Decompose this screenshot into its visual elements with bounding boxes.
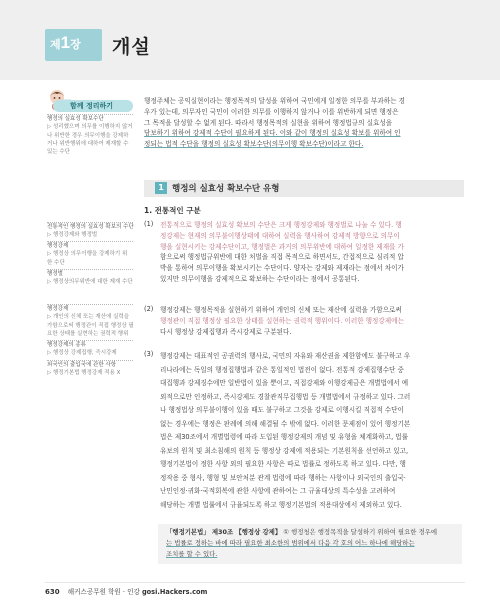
sidebar-note	[47, 305, 135, 338]
sidebar-header: 함께 정리하기	[53, 100, 133, 112]
intro-paragraph	[144, 96, 462, 150]
sidebar-note-line: 요한 상태를 실현하는 권력적 행위	[47, 330, 129, 337]
text-line: 법은 제30조에서 개별법령에 따라 도입된 행정강제의 개념 및 유형을 체계화하고, 법률	[160, 433, 409, 441]
item-marker: (3)	[144, 350, 154, 358]
text-line: 다시 행정상 강제집행과 즉시강제로 구분된다.	[160, 327, 292, 336]
text-line: 행을 실현시키는 강제수단이고, 행정벌은 과거의 의무위반에 대하여 일정한 제재를 가	[160, 242, 404, 251]
sidebar-note-line: 한 수단	[47, 259, 65, 266]
item-paragraph	[160, 220, 462, 285]
page-footer	[45, 586, 207, 596]
text-line: 함으로써 행정법규위반에 대한 처벌을 직접 목적으로 하면서도, 간접적으로 심리적 압	[160, 253, 404, 262]
item-paragraph	[160, 305, 462, 337]
text-line: 정되는 법적 수단을 행정의 실효성 확보수단(의무이행 확보수단)이라고 한다.	[144, 140, 364, 149]
text-line: 담보하기 위하여 강제적 수단이 필요하게 된다. 이와 같이 행정의 실효성 확보를 위하여 인	[144, 129, 401, 138]
text-line: 전통적으로 행정의 실효성 확보의 수단은 크게 행정강제와 행정벌로 나눌 수 있다. 행	[160, 221, 402, 229]
sidebar-note-line: 가함으로써 행정관이 직접 행정상 필	[47, 322, 134, 329]
sidebar-note	[47, 361, 135, 378]
text-line: 대집행과 강제징수에만 일반법이 있을 뿐이고, 직접강제와 이행강제금은 개별법에서 예	[160, 379, 409, 387]
sidebar-note-line: ▷ 행정강제와 행정벌	[47, 232, 98, 239]
sidebar-note-title: 행정강제	[47, 306, 69, 312]
text-line: 행정강제는 행정목적을 실현하기 위하여 개인의 신체 또는 재산에 실력을 가함으로써	[160, 306, 402, 314]
law-note-label: 「행정기본법」 제30조 【행정상 강제】	[166, 528, 282, 536]
sidebar-note-title: 행정벌	[47, 271, 63, 277]
item-marker: (2)	[144, 305, 154, 313]
text-line: 그 목적을 달성할 수 없게 된다. 따라서 행정목적의 실현을 위하여 행정법규의 실효성을	[144, 118, 393, 127]
sidebar-note-title: 전통적인 행정의 실효성 확보의 수단	[47, 224, 134, 230]
sidebar-note-line: ▷ 행정상 의무이행을 강제하기 위	[47, 251, 128, 258]
sidebar-note	[47, 242, 135, 267]
sidebar-note-line: 나 위반한 경우 의무이행을 강제하	[47, 132, 129, 139]
law-note-text	[166, 527, 458, 560]
sidebar-note-line: ▷ 성리했으며 의무를 이행하지 않거	[47, 124, 133, 131]
text-line: 우가 있는데, 의무자인 국민이 이러한 의무를 이행하지 않거나 이를 위반하게 되면 행정은	[144, 107, 399, 116]
text-line: 정작용 중 형사, 행형 및 보안처분 관계 법령에 따라 행하는 사항이나 외국인의 출입국·	[160, 473, 406, 482]
sidebar-note-line: ▷ 개인의 신체 또는 재산에 실력을	[47, 314, 130, 321]
text-line: 박을 통하여 의무이행을 확보시키는 수단이다. 양자는 강제와 제재라는 점에서 차이가	[160, 264, 404, 273]
sidebar-note	[47, 115, 135, 156]
item-paragraph	[160, 350, 462, 512]
text-line: 행정주체는 공익실현이라는 행정목적의 달성을 위하여 국민에게 일정한 의무를 부과하는 경	[144, 97, 405, 105]
page-number: 630	[45, 588, 60, 596]
chapter-title: 개설	[112, 36, 151, 58]
sidebar-note	[47, 270, 135, 287]
item-marker: (1)	[144, 220, 154, 228]
sidebar-note-title: 행정강제	[47, 243, 69, 249]
sidebar-note-line: 거나 위반행위에 대하여 제재할 수	[47, 140, 129, 147]
sidebar-note-line: ▷ 행정상의무위반에 대한 제재 수단	[47, 279, 133, 286]
text-line: 있지만 의무이행을 강제적으로 확보하는 수단이라는 점에서 공통된다.	[160, 274, 360, 283]
chapter-number: 제1장	[50, 33, 81, 52]
text-line: 해당하는 개별 법률에서 규율되도록 하고 행정기본법의 적용대상에서 제외하고 있다.	[160, 500, 402, 509]
text-line: 난민인정·귀화·국적회복에 관한 사항에 관하여는 그 규율대상의 특수성을 고려하여	[160, 487, 396, 495]
sidebar-note-line: 있는 수단	[47, 149, 71, 156]
sidebar-note-line: ▷ 행정기본법 행정강제 적용 X	[47, 370, 121, 377]
text-line: 행정관이 직접 행정상 필요한 상태를 실현하는 권력적 행위이다. 이러한 행정강제에는	[160, 316, 404, 325]
text-line: 외적으로만 인정하고, 즉시강제도 경찰관직무집행법 등 개별법에서 규정하고 있다. 그러	[160, 392, 411, 401]
sidebar-note-line: ▷ 행정상 강제집행, 즉시강제	[47, 350, 117, 357]
text-line: 정강제는 현재의 의무불이행상태에 대하여 실력을 행사하여 강제적 방향으로 의무이	[160, 231, 400, 240]
text-line: 나 행정법상 의무불이행이 있을 때도 불구하고 그것을 강제로 이행시킬 직접적 수단이	[160, 406, 404, 414]
text-line: 리나라에는 독일의 행정집행법과 같은 통일적인 법전이 없다. 전통적 강제집행수단 중	[160, 365, 404, 374]
text-line: 없는 경우에는 행정은 판례에 의해 해결될 수 밖에 없다. 이러한 문제점이 있어 행정기본	[160, 419, 411, 428]
sidebar-note	[47, 223, 135, 240]
sidebar-note-title: 행정강제의 종류	[47, 342, 86, 348]
sidebar-note-title: 행정의 실효성 확보수단	[47, 116, 104, 122]
text-line: 는 법률로 정하는 바에 따라 필요한 최소한의 범위에서 다음 각 호의 어느 하나에 해당하는	[166, 539, 415, 547]
text-line: 행정강제는 대표적인 공권력의 행사로, 국민의 자유와 재산권을 제한함에도 불구하고 우	[160, 352, 411, 360]
section-title: 행정의 실효성 확보수단 유형	[172, 184, 280, 194]
footer-site-link[interactable]: gosi.Hackers.com	[141, 588, 208, 596]
footer-text: 해커스공무원 학원 · 인강	[67, 588, 140, 596]
text-line: 유보의 원칙 및 최소침해의 원칙 등 행정상 강제에 적용되는 기본원칙을 선언하고 있고,	[160, 446, 409, 455]
sidebar-note	[47, 341, 135, 358]
footer-divider	[45, 582, 465, 583]
subsection-title: 1. 전통적인 구분	[144, 206, 201, 215]
text-line: 행정기본법이 정한 사항 외의 필요한 사항은 따로 법률로 정하도록 하고 있다. 다만, 행	[160, 460, 406, 468]
sidebar-note-title: 외국인의 출입국에 관한 사항	[47, 362, 117, 368]
text-line: ① 행정청은 행정목적을 달성하기 위하여 필요한 경우에	[283, 528, 437, 536]
text-line: 조치를 할 수 있다.	[166, 550, 218, 558]
section-number-badge: 1	[155, 182, 167, 194]
